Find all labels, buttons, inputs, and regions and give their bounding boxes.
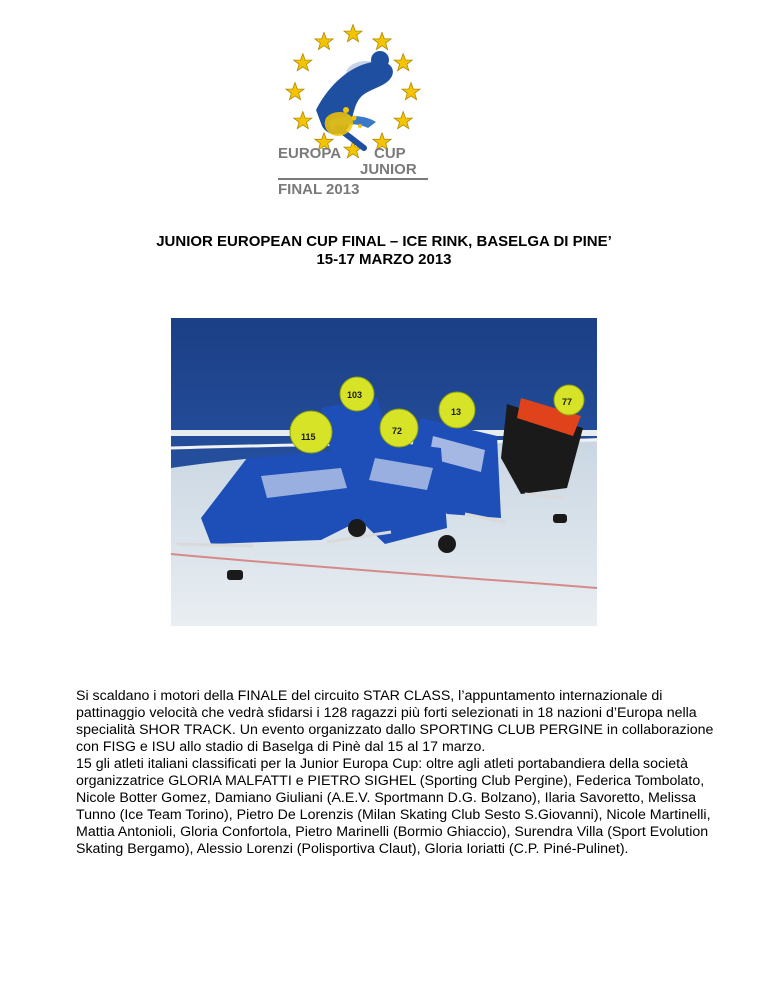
logo-graphic: [268, 22, 438, 197]
article-body: [76, 688, 716, 858]
star-icon: [402, 83, 420, 100]
helmet-number-72: 72: [392, 426, 403, 436]
star-icon: [344, 25, 362, 42]
skaters-photo-graphic: [171, 318, 597, 626]
helmet-number-13: 13: [451, 407, 462, 417]
helmet-number-77: 77: [562, 397, 573, 407]
paragraph-intro: Si scaldano i motori della FINALE del circuito STAR CLASS, l’appuntamento internazionale di pattinaggio velocità che vedrà sfidarsi i 128 ragazzi più forti selezionati in 18 nazioni d’Europa nella specialità SHOR TRACK. Un evento organizzato dallo SPORTING CLUB PERGINE in collaborazione con FISG e ISU allo stadio di Baselga di Pinè dal 15 al 17 marzo.: [76, 688, 714, 755]
star-icon: [394, 54, 412, 71]
skaters-photo: [171, 318, 597, 626]
logo-text-cup: CUP: [374, 145, 406, 162]
star-icon: [315, 32, 333, 49]
page-title: [0, 233, 768, 269]
star-icon: [294, 112, 312, 129]
title-line-2: 15-17 MARZO 2013: [316, 251, 452, 268]
logo-text-europa: EUROPA: [278, 145, 342, 162]
helmet-number-103: 103: [347, 390, 363, 400]
paragraph-athletes: 15 gli atleti italiani classificati per la Junior Europa Cup: oltre agli atleti portabandiera della società organizzatrice GLORIA MALFATTI e PIETRO SIGHEL (Sporting Club Pergine), Federica Tombolato, Nicole Botter Gomez, Damiano Giuliani (A.E.V. Sportmann D.G. Bolzano), Ilaria Savoretto, Melissa Tunno (Ice Team Torino), Pietro De Lorenzis (Milan Skating Club Sesto S.Giovanni), Nicole Martinelli, Mattia Antonioli, Gloria Confortola, Pietro Marinelli (Bormio Ghiaccio), Surendra Villa (Sport Evolution Skating Bergamo), Alessio Lorenzi (Polisportiva Claut), Gloria Ioriatti (C.P. Piné-Pulinet).: [76, 756, 711, 857]
star-icon: [373, 32, 391, 49]
logo-text-junior: JUNIOR: [360, 161, 417, 178]
star-icon: [394, 112, 412, 129]
europa-cup-logo: [268, 22, 438, 197]
star-icon: [286, 83, 304, 100]
title-line-1: JUNIOR EUROPEAN CUP FINAL – ICE RINK, BASELGA DI PINE’: [156, 233, 612, 250]
star-icon: [294, 54, 312, 71]
helmet-number-115: 115: [301, 432, 316, 442]
logo-text-final: FINAL 2013: [278, 181, 360, 197]
